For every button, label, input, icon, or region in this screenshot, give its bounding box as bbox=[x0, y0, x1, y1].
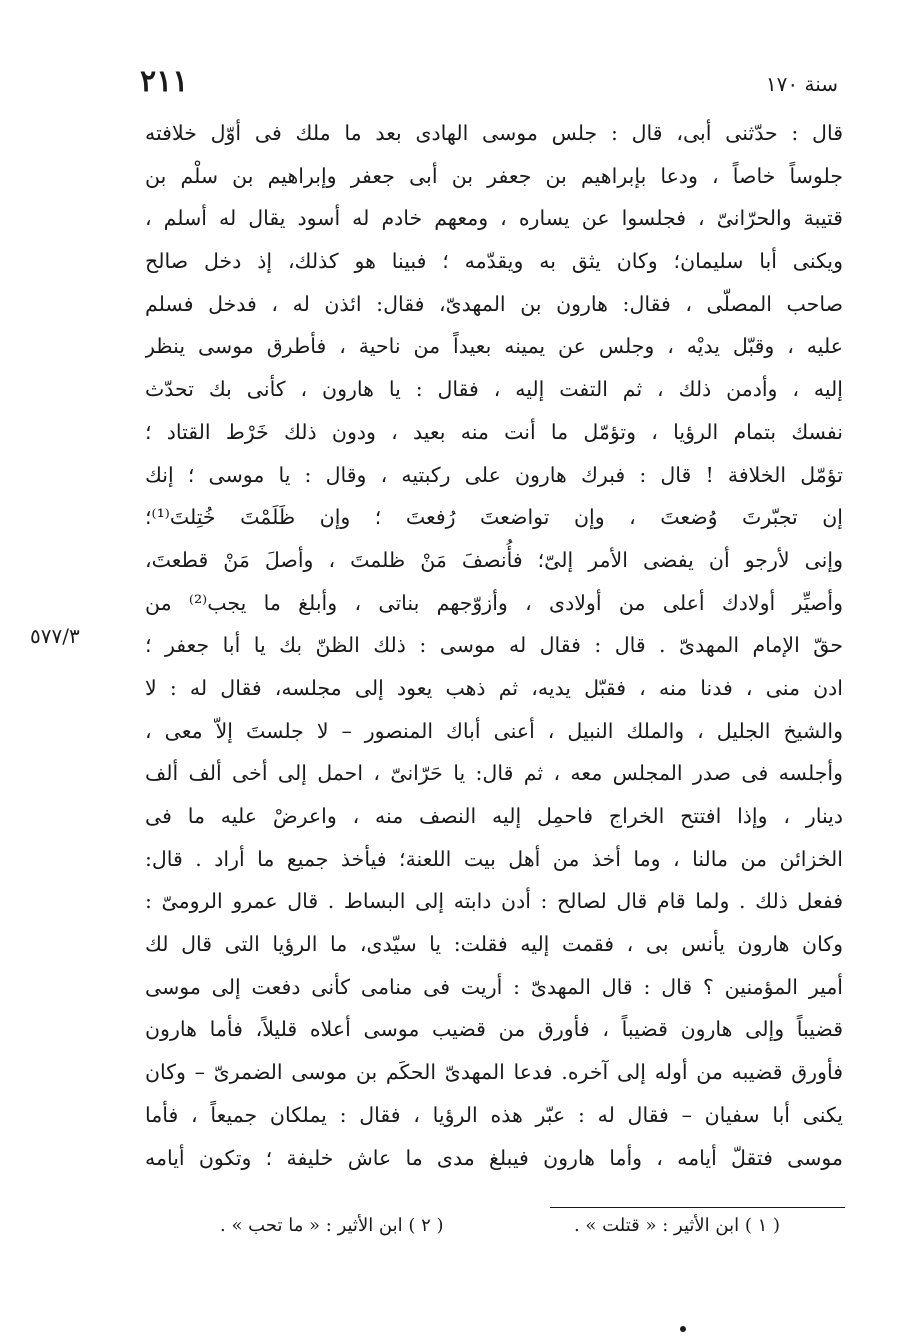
footnote-1: ( ١ ) ابن الأثير : « قتلت » . bbox=[573, 1215, 780, 1236]
text-line: قتيبة والحرّانىّ ، فجلسوا عن يساره ، ومعهم خادم له أسود يقال له أسلم ، bbox=[145, 206, 843, 231]
page-header bbox=[120, 62, 838, 102]
text-line: وأصيِّر أولادك أعلى من أولادى ، وأزوّجهم بناتى ، وأبلغ ما يجب⁽²⁾ من bbox=[145, 590, 843, 615]
margin-reference: ٥٧٧/٣ bbox=[30, 624, 80, 648]
text-line: ويكنى أبا سليمان؛ وكان يثق به ويقدّمه ؛ فبينا هو كذلك، إذ دخل صالح bbox=[145, 249, 843, 274]
text-line: الخزائن من مالنا ، وما أخذ من أهل بيت اللعنة؛ فيأخذ جميع ما أراد . قال: bbox=[145, 846, 843, 871]
text-line: قضيباً وإلى هارون قضيباً ، فأورق من قضيب موسى أعلاه قليلاً، فأما هارون bbox=[145, 1017, 843, 1042]
text-line: ففعل ذلك . ولما قام قال لصالح : أدن دابته إلى البساط . قال عمرو الرومىّ : bbox=[145, 889, 843, 914]
text-line: إليه ، وأدمن ذلك ، ثم التفت إليه ، فقال : يا هارون ، كأنى بك تحدّث bbox=[145, 377, 843, 402]
text-line: حقّ الإمام المهدىّ . قال : فقال له موسى : ذلك الظنّ بك يا أبا جعفر ؛ bbox=[145, 633, 843, 658]
text-line: وإنى لأرجو أن يفضى الأمر إلىّ؛ فأُنصفَ مَنْ ظلمتَ ، وأصلَ مَنْ قطعتَ، bbox=[145, 547, 843, 572]
text-line: جلوساً خاصاً ، ودعا بإبراهيم بن جعفر بن أبى جعفر وإبراهيم بن سلْم بن bbox=[145, 163, 843, 188]
text-line: عليه ، وقبّل يديْه ، وجلس عن يمينه بعيداً من ناحية ، فأطرق موسى ينظر bbox=[145, 334, 843, 359]
text-line: تؤمّل الخلافة ! قال : فبرك هارون على ركبتيه ، وقال : يا موسى ؛ إنك bbox=[145, 462, 843, 487]
text-line: وكان هارون يأنس بى ، فقمت إليه فقلت: يا سيّدى، ما الرؤيا التى قال لك bbox=[145, 932, 843, 957]
text-line: فأورق قضيبه من أوله إلى آخره. فدعا المهدىّ الحكَم بن موسى الضمرىّ – وكان bbox=[145, 1060, 843, 1085]
text-line: نفسك بتمام الرؤيا ، وتؤمّل ما أنت منه بعيد ، ودون ذلك خَرْط القتاد ؛ bbox=[145, 419, 843, 444]
text-line: والشيخ الجليل ، والملك النبيل ، أعنى أباك المنصور – لا جلستَ إلاّ معى ، bbox=[145, 718, 843, 743]
text-line: ادن منى ، فدنا منه ، فقبّل يديه، ثم ذهب يعود إلى مجلسه، فقال له : لا bbox=[145, 675, 843, 700]
text-line: إن تجبّرتَ وُضعتَ ، وإن تواضعتَ رُفعتَ ؛ وإن ظَلَمْتَ خُتِلتَ⁽¹⁾؛ bbox=[145, 505, 843, 530]
text-line: أمير المؤمنين ؟ قال : قال المهدىّ : أريت فى منامى كأنى دفعت إلى موسى bbox=[145, 974, 843, 999]
text-line: صاحب المصلّى ، فقال: هارون بن المهدىّ، فقال: ائذن له ، فدخل فسلم bbox=[145, 291, 843, 316]
text-line: دينار ، وإذا افتتح الخراج فاحمِل إليه النصف منه ، واعرضْ عليه ما فى bbox=[145, 804, 843, 828]
main-text bbox=[145, 112, 843, 1179]
text-line: موسى فتقلّ أيامه ، وأما هارون فيبلغ مدى ما عاش خليفة ؛ وتكون أيامه bbox=[145, 1145, 843, 1170]
page-number: ٢١١ bbox=[140, 64, 189, 99]
footnotes bbox=[200, 1215, 780, 1245]
text-line: قال : حدّثنى أبى، قال : جلس موسى الهادى بعد ما ملك فى أوّل خلافته bbox=[145, 121, 843, 145]
running-head-year: سنة ١٧٠ bbox=[765, 72, 838, 96]
print-mark bbox=[680, 1326, 686, 1332]
text-line: وأجلسه فى صدر المجلس معه ، ثم قال: يا حَرّانىّ ، احمل إلى أخى ألف ألف bbox=[145, 761, 843, 786]
text-line: يكنى أبا سفيان – فقال له : عبّر هذه الرؤيا ، فقال : يملكان جميعاً ، فأما bbox=[145, 1102, 843, 1127]
footnote-2: ( ٢ ) ابن الأثير : « ما تحب » . bbox=[220, 1215, 444, 1236]
footnote-rule bbox=[550, 1207, 845, 1208]
